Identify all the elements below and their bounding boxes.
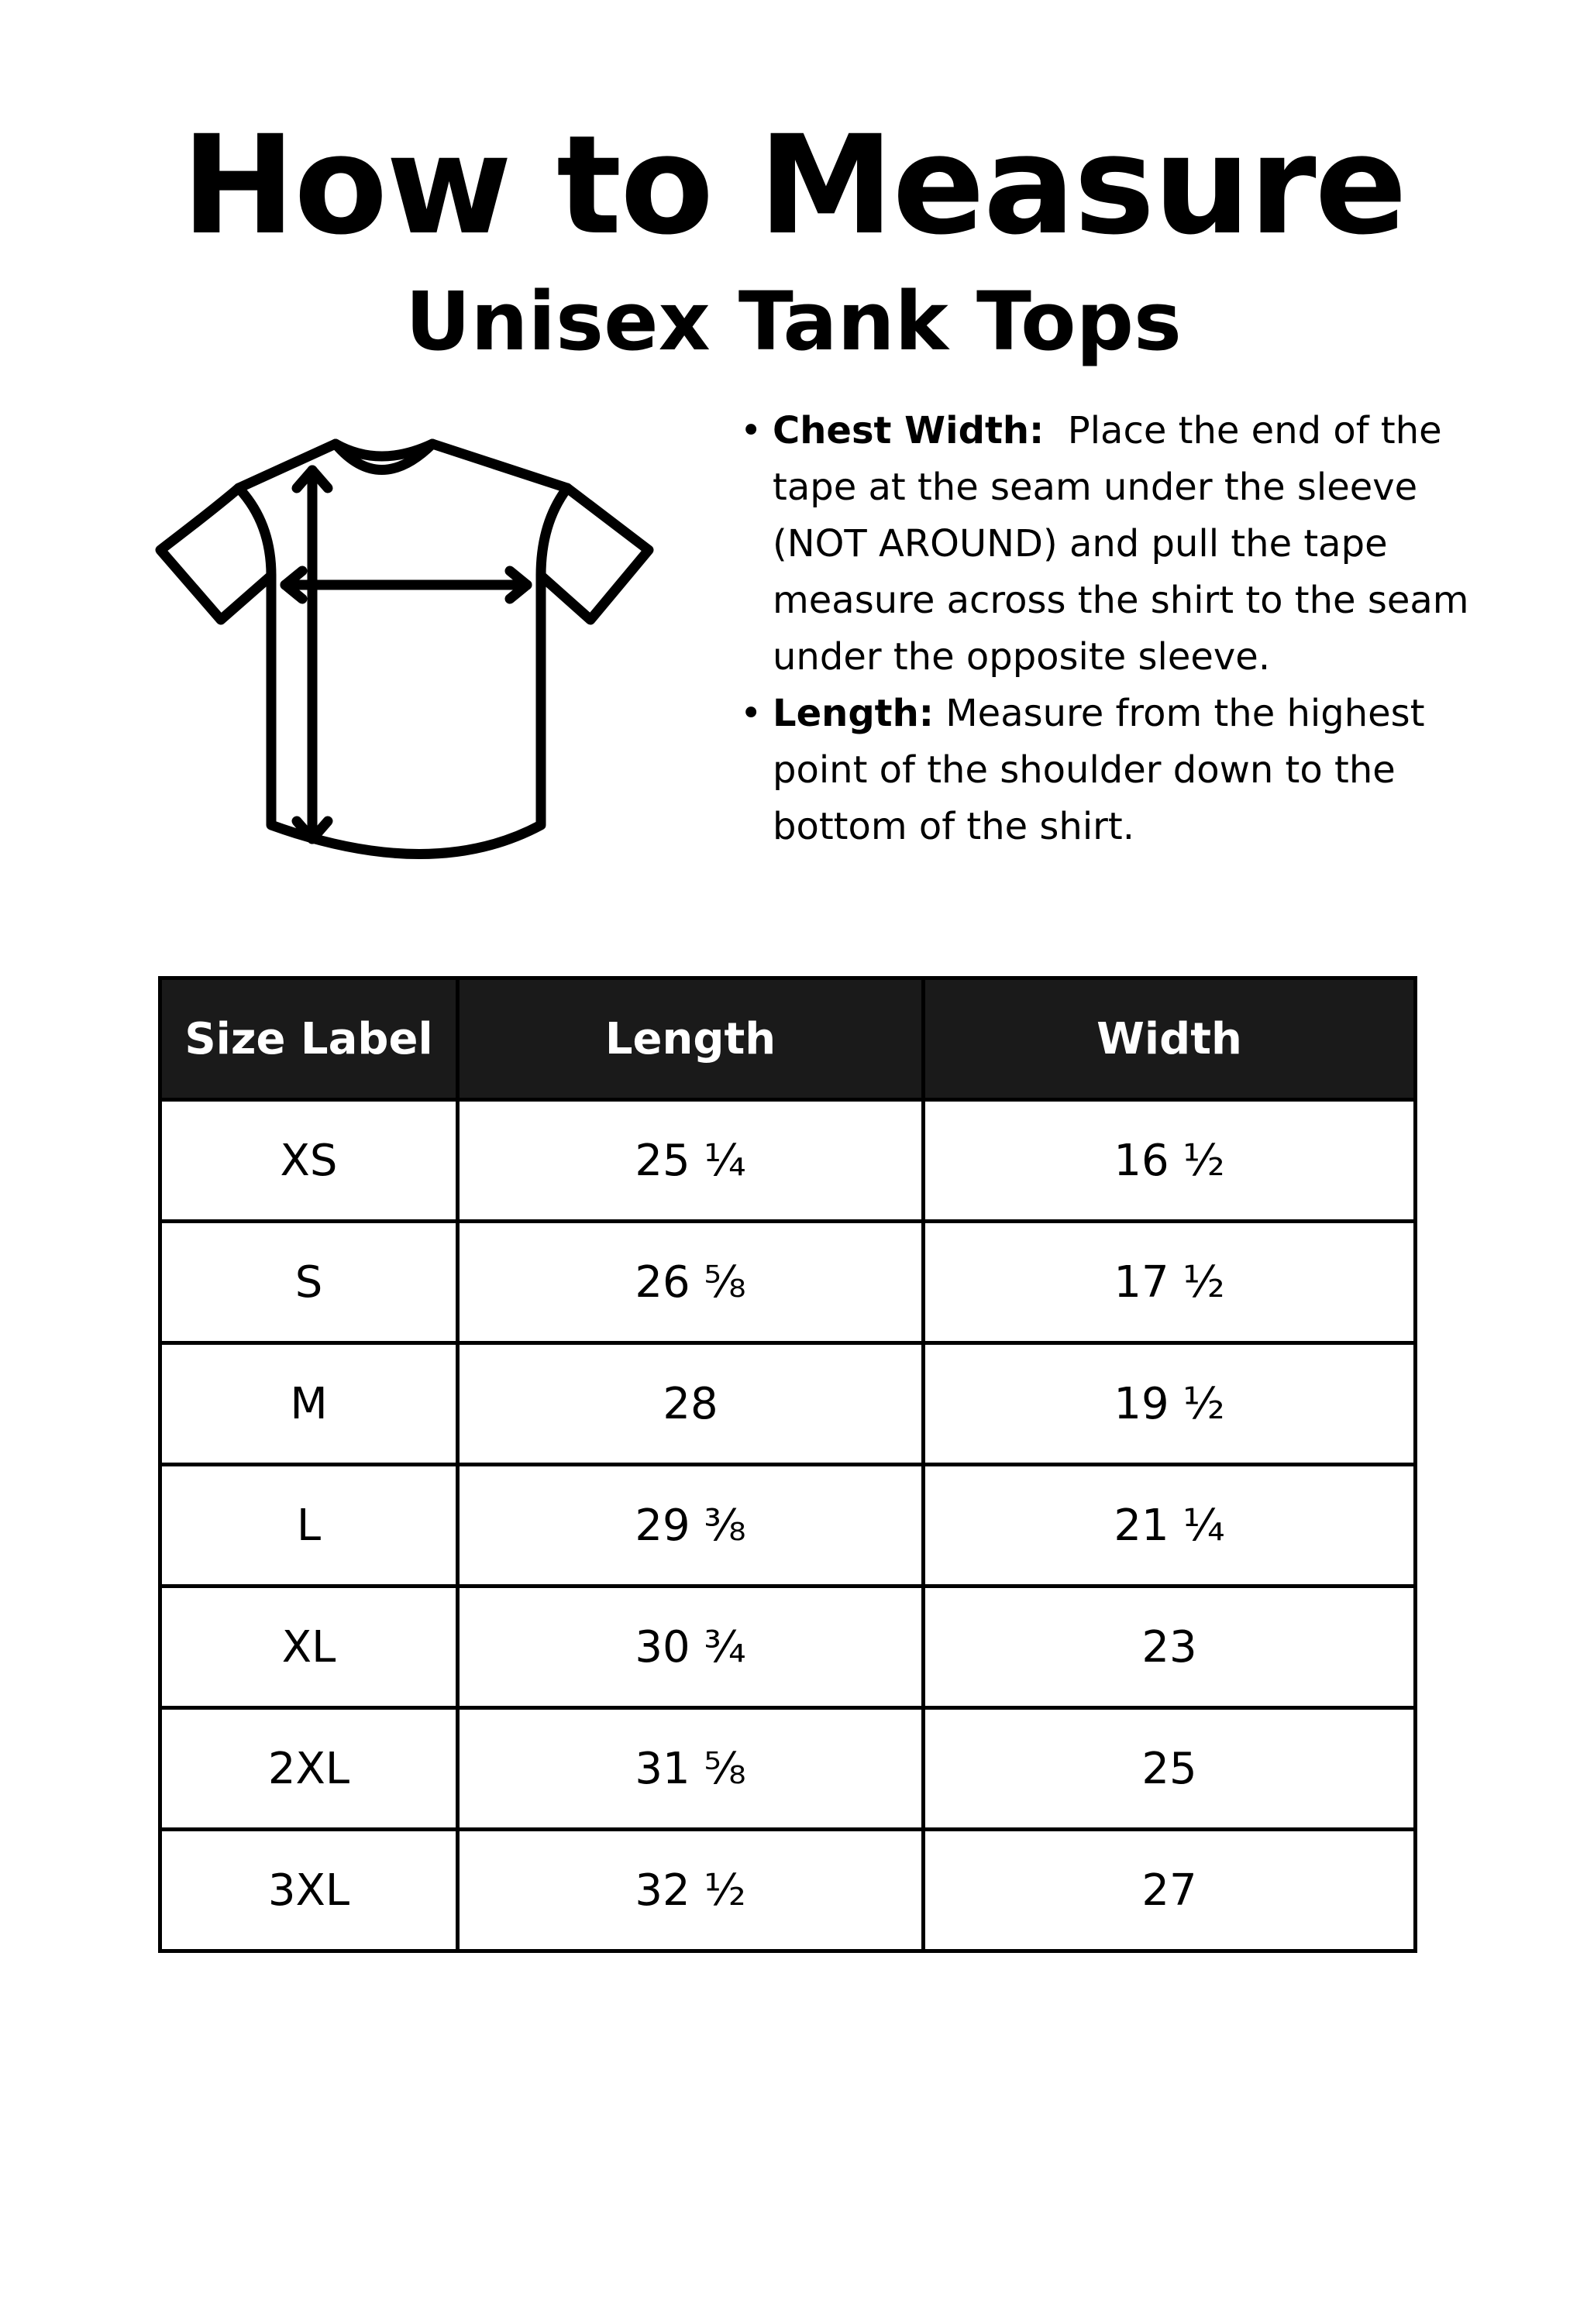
instruction-chest-width — [732, 403, 1515, 686]
measurement-instructions — [732, 403, 1515, 855]
column-header-length: Length — [458, 978, 924, 1100]
size-cell: S — [160, 1222, 458, 1343]
instruction-text: Measure from the highest point of the shoulder down to the bottom of the shirt. — [773, 692, 1425, 848]
size-cell: XL — [160, 1587, 458, 1708]
tshirt-measurement-icon — [147, 430, 674, 887]
table-row — [160, 1465, 1416, 1587]
length-cell: 30 ¾ — [458, 1587, 924, 1708]
size-cell: M — [160, 1343, 458, 1465]
size-table — [158, 976, 1417, 1953]
length-cell: 25 ¼ — [458, 1100, 924, 1222]
page-title: How to Measure — [181, 106, 1406, 265]
page-subtitle: Unisex Tank Tops — [405, 274, 1182, 369]
table-row — [160, 1830, 1416, 1951]
width-cell: 23 — [924, 1587, 1416, 1708]
width-cell: 16 ½ — [924, 1100, 1416, 1222]
column-header-width: Width — [924, 978, 1416, 1100]
width-cell: 19 ½ — [924, 1343, 1416, 1465]
bullet-icon: • — [740, 409, 763, 452]
table-row — [160, 1708, 1416, 1830]
length-cell: 31 ⅝ — [458, 1708, 924, 1830]
length-cell: 26 ⅝ — [458, 1222, 924, 1343]
bullet-icon: • — [740, 692, 763, 735]
width-cell: 27 — [924, 1830, 1416, 1951]
column-header-size-label: Size Label — [160, 978, 458, 1100]
instruction-length — [732, 686, 1515, 855]
width-cell: 25 — [924, 1708, 1416, 1830]
table-row — [160, 1100, 1416, 1222]
table-header-row — [160, 978, 1416, 1100]
length-cell: 29 ⅜ — [458, 1465, 924, 1587]
size-cell: L — [160, 1465, 458, 1587]
instruction-term: Chest Width: — [773, 409, 1045, 452]
table-row — [160, 1587, 1416, 1708]
length-cell: 32 ½ — [458, 1830, 924, 1951]
instruction-term: Length: — [773, 692, 934, 735]
table-row — [160, 1343, 1416, 1465]
size-cell: XS — [160, 1100, 458, 1222]
width-cell: 17 ½ — [924, 1222, 1416, 1343]
table-row — [160, 1222, 1416, 1343]
size-cell: 3XL — [160, 1830, 458, 1951]
instruction-text: Place the end of the tape at the seam under the sleeve (NOT AROUND) and pull the tape measure across the shirt to the seam under the opposite sleeve. — [773, 409, 1469, 679]
length-cell: 28 — [458, 1343, 924, 1465]
width-cell: 21 ¼ — [924, 1465, 1416, 1587]
size-cell: 2XL — [160, 1708, 458, 1830]
